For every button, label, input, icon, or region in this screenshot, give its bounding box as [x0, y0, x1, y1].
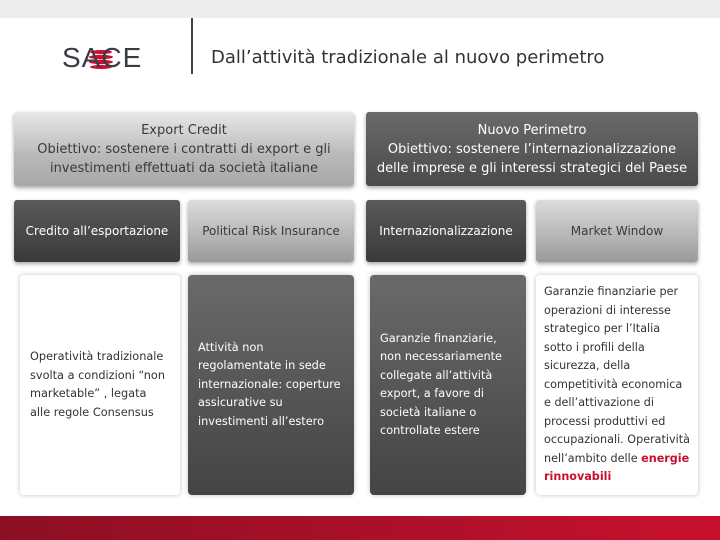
top-band: [0, 0, 720, 18]
header-divider: [191, 18, 193, 74]
objective-text: sostenere i contratti di export e gli investimenti effettuati da società italiane: [49, 141, 331, 176]
pill-political-risk[interactable]: [188, 200, 354, 262]
box-garanzie-strategiche: [536, 275, 698, 495]
box-text: Attività non regolamentate in sede internazionale: coperture assicurative su investimenti all’estero: [198, 340, 341, 428]
box-garanzie-finanziarie: [370, 275, 526, 495]
pill-label: Credito all’esportazione: [25, 224, 169, 238]
pill-internazionalizzazione[interactable]: [366, 200, 526, 262]
objective-text: sostenere l’internazionalizzazione delle imprese e gli interessi strategici del Paese: [376, 141, 688, 176]
nuovo-perimetro-heading: [366, 112, 698, 186]
pill-label: Market Window: [570, 224, 664, 238]
nuovo-perimetro-objective: [372, 140, 692, 178]
nuovo-perimetro-title: Nuovo Perimetro: [477, 122, 587, 138]
box-attivita-non-regolamentate: [188, 275, 354, 495]
box-operativita-tradizionale: [20, 275, 180, 495]
export-credit-heading: [14, 112, 354, 186]
box-text: [544, 283, 690, 487]
pill-credito-esportazione[interactable]: [14, 200, 180, 262]
box-text-main: Garanzie finanziarie per operazioni di interesse strategico per l’Italia sotto i profili della sicurezza, della competitività economica e dell’attivazione di processi produttivi ed occupazionali. Operatività nell’ambito delle: [544, 285, 691, 465]
highlight-renewables: energie rinnovabili: [544, 451, 690, 484]
pill-market-window[interactable]: [536, 200, 698, 262]
box-text: Operatività tradizionale svolta a condizioni “non marketable” , legata alle regole Consensus: [30, 350, 166, 419]
pill-label: Internazionalizzazione: [379, 224, 513, 238]
brand-name: SACE: [62, 42, 143, 73]
objective-label: Obiettivo:: [37, 141, 102, 157]
bottom-band: [0, 516, 720, 540]
pill-label: Political Risk Insurance: [202, 224, 340, 238]
box-text: Garanzie finanziarie, non necessariamente collegate all’attività export, a favore di società italiane o controllate estere: [380, 331, 502, 437]
objective-label: Obiettivo:: [387, 141, 452, 157]
export-credit-title: Export Credit: [141, 122, 227, 138]
export-credit-objective: [20, 140, 348, 178]
page-title: Dall’attività tradizionale al nuovo perimetro: [211, 47, 605, 68]
